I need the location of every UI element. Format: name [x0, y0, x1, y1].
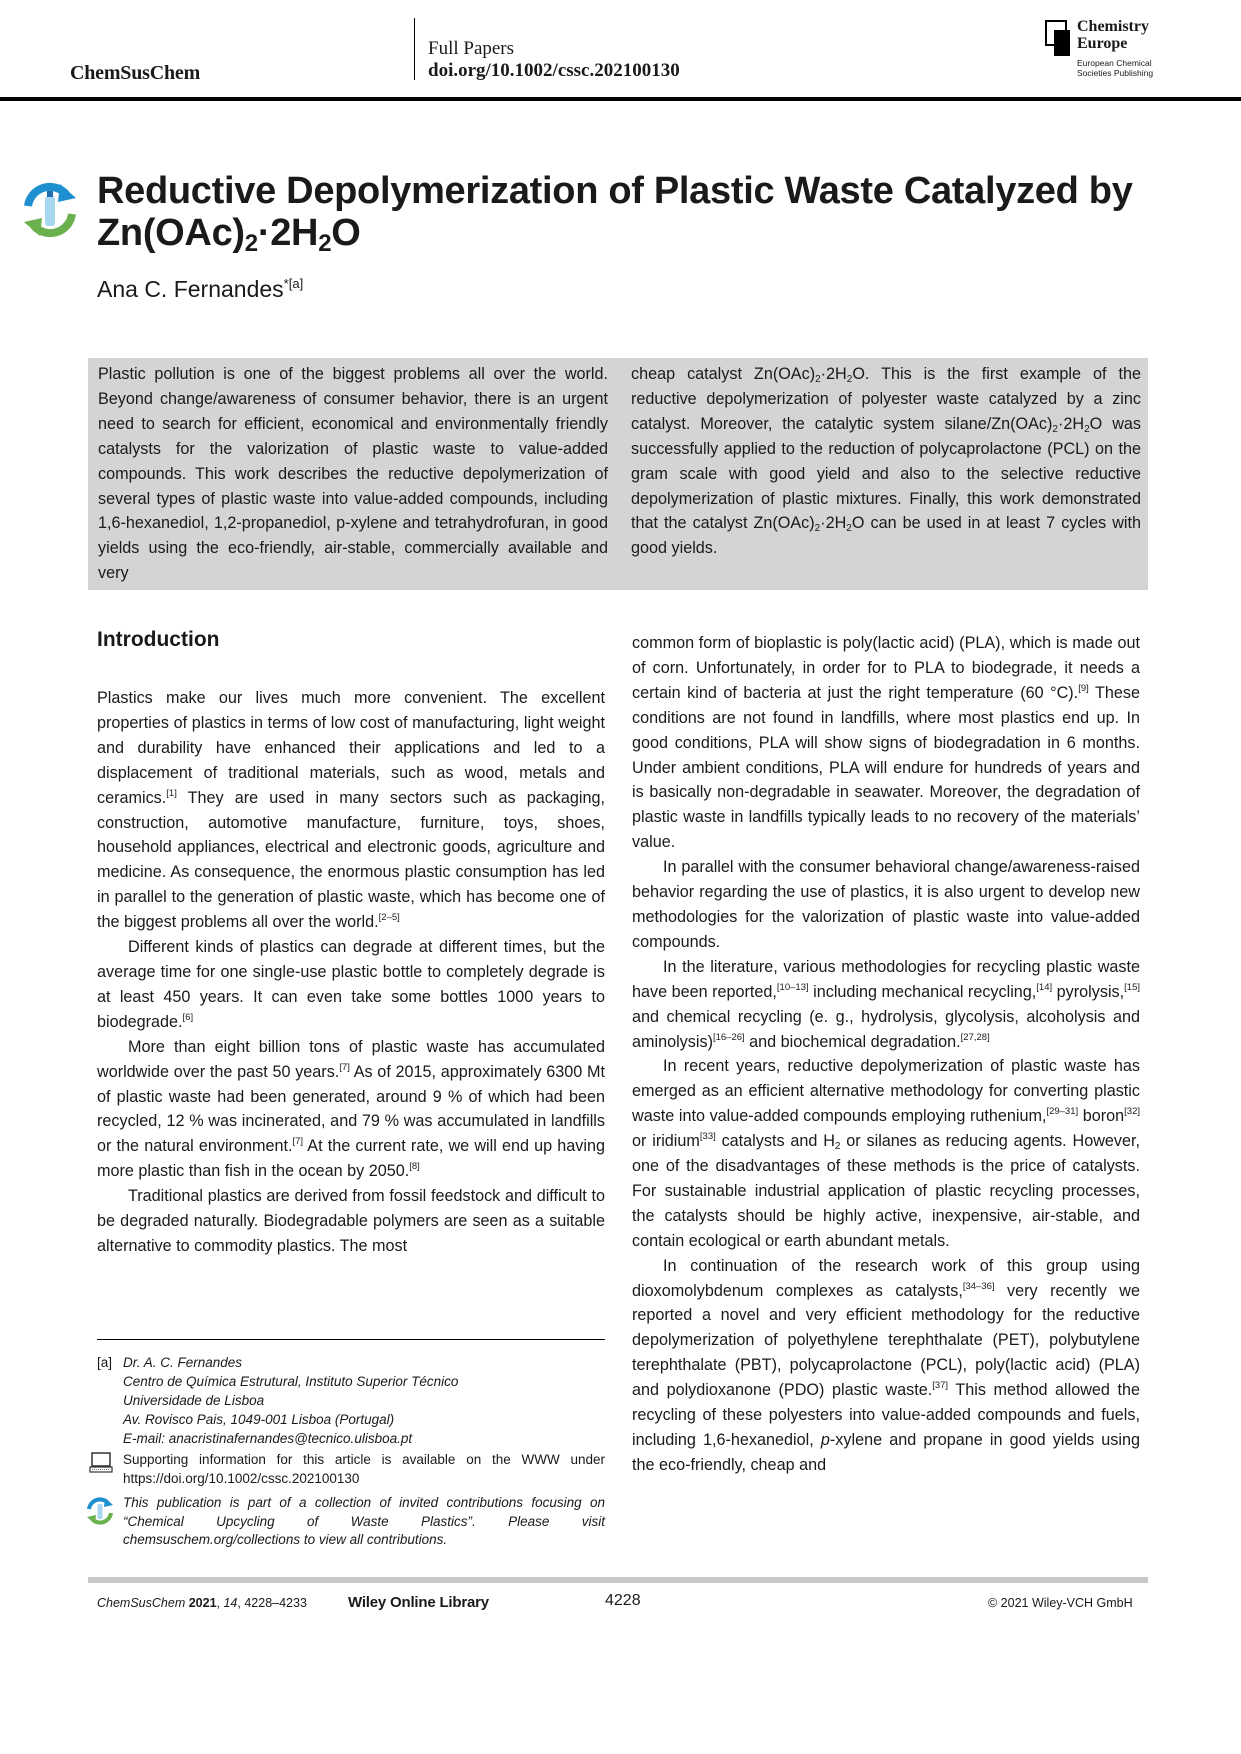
footnote-rule: [97, 1339, 605, 1340]
chemistry-europe-logo: [1045, 18, 1175, 78]
reference-link[interactable]: [7]: [292, 1136, 304, 1148]
header-rule: [0, 97, 1241, 101]
affiliation-label: [a]: [97, 1355, 113, 1370]
reference-link[interactable]: [1]: [166, 787, 177, 799]
reference-link[interactable]: [7]: [339, 1061, 350, 1073]
footer-bar: [88, 1577, 1148, 1583]
reference-link[interactable]: [8]: [409, 1161, 420, 1173]
reference-link[interactable]: [29–31]: [1046, 1106, 1079, 1118]
paragraph: In recent years, reductive depolymerization of plastic waste has emerged as an efficient alternative methodology for converting plastic waste into value-added compounds employing ruthenium,[29–31] boron[32] or iridium[33] catalysts and $H_2$ or silanes as reducing agents. However, one of the disadvantages of these methods is the price of catalysts. For sustainable industrial application of plastic recycling processes, the catalysts should be highly active, inexpensive, air-stable, and contain ecological or earth abundant metals.: [632, 1057, 1140, 1250]
section-heading-introduction: Introduction: [97, 628, 220, 651]
chemistry-europe-logo-icon: [1045, 20, 1075, 56]
computer-icon: [89, 1452, 113, 1474]
reference-link[interactable]: [32]: [1124, 1106, 1140, 1118]
logo-subtitle: European Chemical Societies Publishing: [1077, 58, 1154, 78]
affiliation-name: Dr. A. C. Fernandes: [123, 1355, 243, 1370]
abstract-box: [88, 358, 1148, 590]
journal-name: ChemSusChem: [70, 62, 201, 84]
reference-link[interactable]: [16–26]: [712, 1031, 745, 1043]
author-name: Ana C. Fernandes$^{*[a]}$: [97, 276, 304, 302]
page-number: 4228: [605, 1592, 641, 1609]
body-left-column: [97, 686, 605, 1259]
collection-note-text[interactable]: This publication is part of a collection of invited contributions focusing on “Chemical Upcycling of Waste Plastics”. Please visit chemsuschem.org/collections to view all contributions.: [123, 1495, 605, 1547]
paragraph: In parallel with the consumer behavioral change/awareness-raised behavior regarding the use of plastics, it is also urgent to develop new methodologies for the valorization of plastic waste into value-added compounds.: [632, 858, 1140, 951]
header-divider: [414, 18, 415, 80]
doi-link[interactable]: doi.org/10.1002/cssc.202100130: [428, 60, 680, 81]
reference-link[interactable]: [10–13]: [776, 981, 809, 993]
reference-link[interactable]: [33]: [699, 1131, 716, 1143]
paragraph: More than eight billion tons of plastic waste has accumulated worldwide over the past 50 years.[7] As of 2015, approximately 6300 Mt of plastic waste had been generated, around 9 % of which had been recycled, 12 % was incinerated, and 79 % was accumulated in landfills or the natural environment.[7] At the current rate, we will end up having more plastic than fish in the ocean by 2050.[8]: [97, 1037, 605, 1181]
title-formula: $Zn(OAc)_2\cdot 2H_2O$: [97, 212, 361, 257]
affiliation-address: Av. Rovisco Pais, 1049-001 Lisboa (Portugal): [123, 1412, 395, 1427]
logo-title: Chemistry Europe: [1077, 18, 1149, 52]
paragraph: common form of bioplastic is poly(lactic acid) (PLA), which is made out of corn. Unfortunately, in order for to PLA to biodegrade, it needs a certain kind of bacteria at just the right temperature (60 °C).[9] These conditions are not found in landfills, where most plastics end up. In good conditions, PLA will show signs of biodegradation in 6 months. Under ambient conditions, PLA will endure for hundreds of years and is basically non-degradable in seawater. Moreover, the degradation of plastic waste in landfills typically leads to no recovery of the materials’ value.: [632, 634, 1140, 852]
abstract-text-right: cheap catalyst $Zn(OAc)_2\cdot 2H_2O$. This is the first example of the reductive depolymerization of polyester waste catalyzed by a zinc catalyst. Moreover, the catalytic system silane/$Zn(OAc)_2\cdot 2H_2O$ was successfully applied to the reduction of polycaprolactone (PCL) on the gram scale with good yield and also to the selective reductive depolymerization of plastic mixtures. Finally, this work demonstrated that the catalyst $Zn(OAc)_2\cdot 2H_2O$ can be used in at least 7 cycles with good yields.: [631, 365, 1141, 558]
paragraph: In the literature, various methodologies for recycling plastic waste have been reported,[10–13] including mechanical recycling,[14] pyrolysis,[15] and chemical recycling (e. g., hydrolysis, glycolysis, alcoholysis and aminolysis)[16–26] and biochemical degradation.[27,28]: [632, 957, 1140, 1051]
abstract-text-left: Plastic pollution is one of the biggest problems all over the world. Beyond change/awareness of consumer behavior, there is an urgent need to search for efficient, economical and environmentally friendly catalysts for the valorization of plastic waste to value-added compounds. This work describes the reductive depolymerization of several types of plastic waste into value-added compounds, including 1,6-hexanediol, 1,2-propanediol, p-xylene and tetrahydrofuran, in good yields using the eco-friendly, air-stable, commercially available and very: [98, 365, 608, 583]
affiliation-email[interactable]: E-mail: anacristinafernandes@tecnico.ulisboa.pt: [123, 1431, 413, 1446]
reference-link[interactable]: [27,28]: [960, 1031, 990, 1043]
wiley-online-library-link[interactable]: Wiley Online Library: [348, 1594, 489, 1611]
reference-link[interactable]: [34–36]: [962, 1280, 995, 1292]
affiliation-institute: Centro de Química Estrutural, Instituto Superior Técnico: [123, 1374, 459, 1389]
supporting-info-text[interactable]: Supporting information for this article is available on the WWW under https://doi.org/10.1002/cssc.202100130: [123, 1452, 605, 1486]
copyright: © 2021 Wiley-VCH GmbH: [988, 1596, 1133, 1610]
article-type: Full Papers: [428, 38, 515, 59]
recycle-bottle-icon: [20, 180, 80, 240]
paragraph: Different kinds of plastics can degrade at different times, but the average time for one single-use plastic bottle to completely degrade is at least 450 years. It can even take some bottles 1000 years to biodegrade.[6]: [97, 938, 605, 1031]
recycle-bottle-icon: [85, 1496, 115, 1526]
body-right-column: [632, 631, 1140, 1478]
reference-link[interactable]: [14]: [1036, 981, 1053, 993]
author-affiliation-mark[interactable]: *[a]: [283, 276, 304, 291]
article-title: Reductive Depolymerization of Plastic Waste Catalyzed by $Zn(OAc)_2\cdot 2H_2O$: [97, 170, 1177, 254]
abstract-right-column: [631, 362, 1141, 561]
paragraph: Traditional plastics are derived from fossil feedstock and difficult to be degraded naturally. Biodegradable polymers are seen as a suitable alternative to commodity plastics. The most: [97, 1187, 605, 1255]
footer-citation: ChemSusChem 2021, 14, 4228–4233: [97, 1596, 307, 1610]
reference-link[interactable]: [2–5]: [378, 912, 400, 924]
affiliation-university: Universidade de Lisboa: [123, 1393, 265, 1408]
reference-link[interactable]: [9]: [1078, 682, 1089, 694]
reference-link[interactable]: [6]: [182, 1011, 194, 1023]
abstract-left-column: [98, 362, 608, 586]
reference-link[interactable]: [15]: [1124, 981, 1140, 993]
reference-link[interactable]: [37]: [932, 1380, 949, 1392]
paragraph: Plastics make our lives much more convenient. The excellent properties of plastics in terms of low cost of manufacturing, light weight and durability have enhanced their applications and led to a displacement of traditional materials, such as wood, metals and ceramics.[1] They are used in many sectors such as packaging, construction, automotive manufacture, furniture, toys, shoes, household appliances, electrical and electronic goods, agriculture and medicine. As consequence, the enormous plastic consumption has led in parallel to the generation of plastic waste, which has become one of the biggest problems all over the world.[2–5]: [97, 689, 605, 932]
paragraph: In continuation of the research work of this group using dioxomolybdenum complexes as catalysts,[34–36] very recently we reported a novel and very efficient methodology for the reductive depolymerization of polyethylene terephthalate (PET), polybutylene terephthalate (PBT), polycaprolactone (PCL), poly(lactic acid) (PLA) and polydioxanone (PDO) plastic waste.[37] This method allowed the recycling of these polyesters into value-added compounds and fuels, including 1,6-hexanediol, p-xylene and propane in good yields using the eco-friendly, cheap and: [632, 1256, 1140, 1474]
